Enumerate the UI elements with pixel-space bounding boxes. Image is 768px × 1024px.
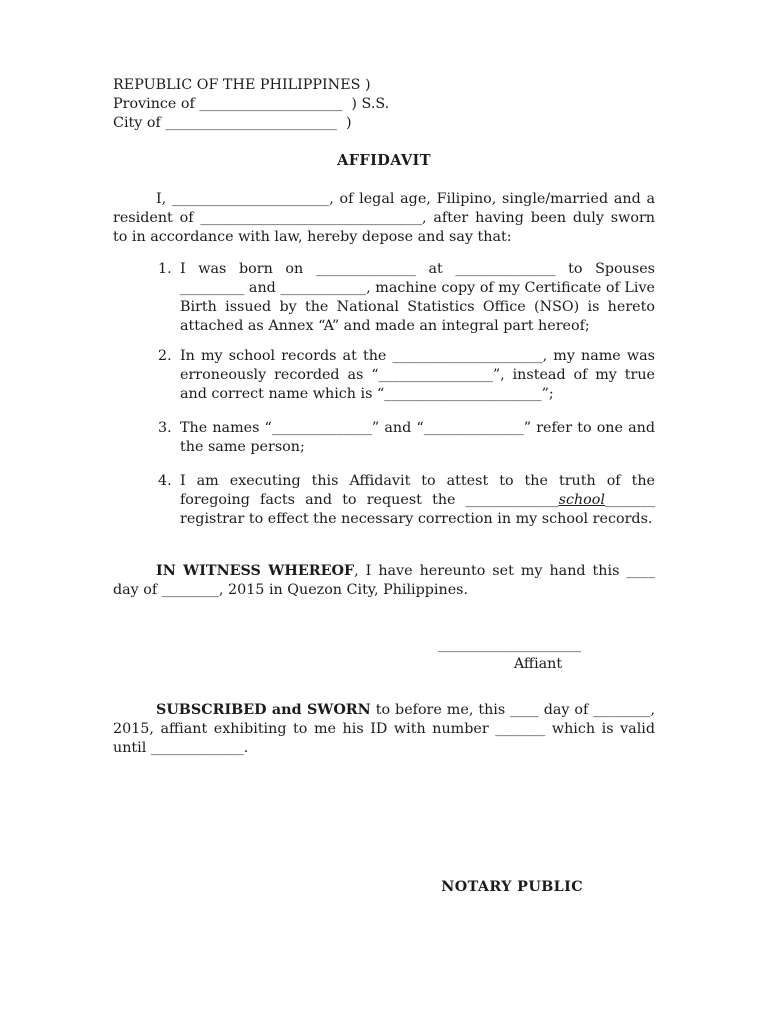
item-4-number: 4.: [158, 473, 172, 489]
item-4-text-before: I am executing this Affidavit to attest to the truth of the foregoing facts and to request the _____________: [180, 473, 655, 508]
item-4-school-word: school: [558, 492, 605, 508]
caption-republic-line: REPUBLIC OF THE PHILIPPINES ): [113, 77, 371, 93]
notary-public-label: NOTARY PUBLIC: [441, 879, 583, 895]
item-1-number: 1.: [158, 261, 172, 277]
affidavit-item-1: [113, 260, 655, 336]
affidavit-item-2: [113, 347, 655, 404]
witness-clause-rest: , I have hereunto set my hand this ____ day of ________, 2015 in Quezon City, Philippines.: [113, 563, 655, 598]
item-4-text-after: _______ registrar to effect the necessary correction in my school records.: [180, 492, 655, 527]
opening-paragraph: I, ______________________, of legal age, Filipino, single/married and a resident of _______________________________, after having been duly sworn to in accordance with law, hereby depose and say that:: [113, 191, 655, 245]
item-2-text: In my school records at the _____________________, my name was erroneously recorded as “________________”, instead of my true and correct name which is “______________________”;: [180, 348, 655, 402]
item-1-text: I was born on ______________ at ______________ to Spouses _________ and ____________, machine copy of my Certificate of Live Birth issued by the National Statistics Office (NSO) is hereto attached as Annex “A” and made an integral part hereof;: [180, 261, 655, 334]
jurat-clause: [113, 701, 655, 758]
caption-block: [113, 76, 655, 133]
jurat-clause-rest: to before me, this ____ day of ________, 2015, affiant exhibiting to me his ID with number _______ which is valid until _____________.: [113, 702, 655, 756]
affidavit-item-4: [113, 472, 655, 529]
affiant-label: Affiant: [513, 656, 563, 672]
witness-clause: [113, 562, 655, 600]
caption-city-line: City of ________________________ ): [113, 115, 352, 131]
affidavit-item-3: [113, 419, 655, 457]
item-3-number: 3.: [158, 420, 172, 436]
jurat-clause-bold: SUBSCRIBED and SWORN: [156, 702, 371, 718]
item-3-text: The names “______________” and “______________” refer to one and the same person;: [180, 420, 655, 455]
caption-province-line: Province of ____________________ ) S.S.: [113, 96, 390, 112]
item-2-number: 2.: [158, 348, 172, 364]
document-title: AFFIDAVIT: [337, 152, 431, 169]
affiant-signature-line: ____________________: [438, 637, 581, 653]
witness-clause-bold: IN WITNESS WHEREOF: [156, 563, 355, 579]
signature-block: [438, 636, 583, 674]
